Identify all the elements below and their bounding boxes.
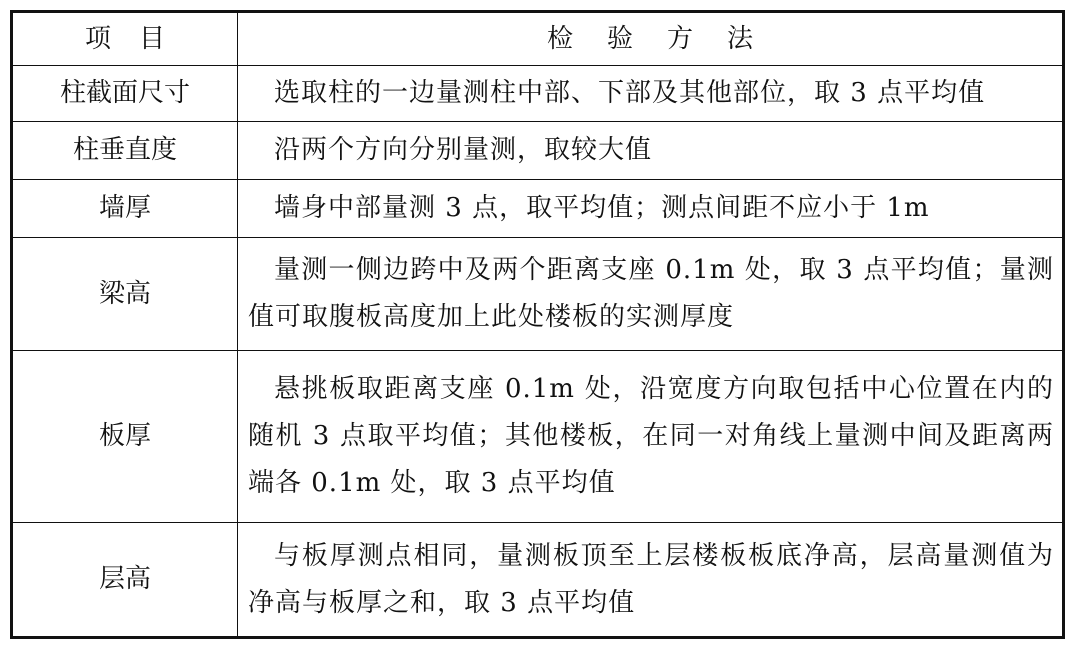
header-method [238, 12, 1064, 66]
method-cell: 悬挑板取距离支座 0.1m 处，沿宽度方向取包括中心位置在内的随机 3 点取平均值；其他楼板，在同一对角线上量测中间及距离两端各 0.1m 处，取 3 点平均值 [238, 351, 1064, 523]
header-item-label: 项目 [84, 23, 193, 54]
method-cell: 墙身中部量测 3 点，取平均值；测点间距不应小于 1m [238, 180, 1064, 238]
header-item [12, 12, 238, 66]
table-row [12, 180, 1064, 238]
method-cell: 沿两个方向分别量测，取较大值 [238, 122, 1064, 180]
table-row [12, 122, 1064, 180]
item-cell: 板厚 [12, 351, 238, 523]
table-row [12, 523, 1064, 638]
item-cell: 层高 [12, 523, 238, 638]
header-method-label: 检验方法 [546, 23, 787, 54]
method-cell: 量测一侧边跨中及两个距离支座 0.1m 处，取 3 点平均值；量测值可取腹板高度加上此处楼板的实测厚度 [238, 238, 1064, 351]
method-cell: 与板厚测点相同，量测板顶至上层楼板板底净高，层高量测值为净高与板厚之和，取 3 点平均值 [238, 523, 1064, 638]
item-cell: 柱垂直度 [12, 122, 238, 180]
table-row [12, 66, 1064, 122]
item-cell: 柱截面尺寸 [12, 66, 238, 122]
inspection-methods-table [10, 10, 1065, 639]
table-row [12, 351, 1064, 523]
header-row [12, 12, 1064, 66]
method-cell: 选取柱的一边量测柱中部、下部及其他部位，取 3 点平均值 [238, 66, 1064, 122]
item-cell: 墙厚 [12, 180, 238, 238]
item-cell: 梁高 [12, 238, 238, 351]
table-row [12, 238, 1064, 351]
